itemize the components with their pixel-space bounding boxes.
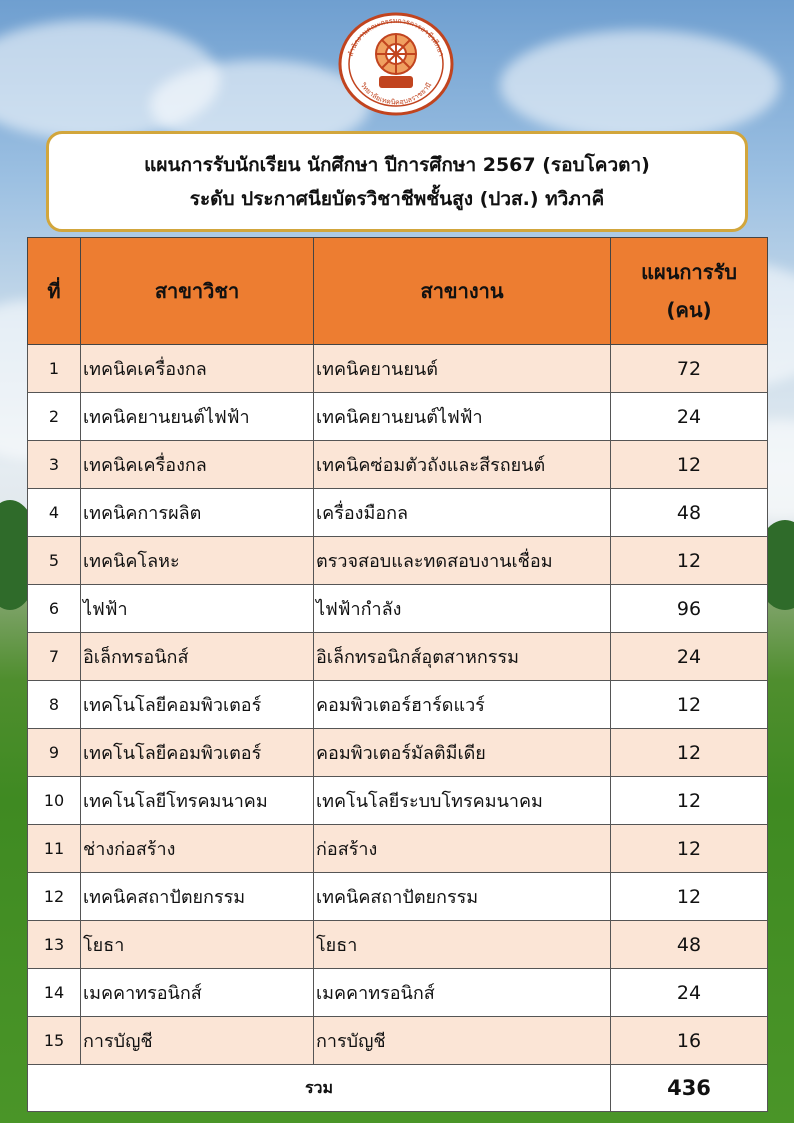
row-field: เทคนิคยานยนต์ไฟฟ้า: [81, 393, 314, 441]
row-no: 5: [28, 537, 81, 585]
row-plan: 48: [611, 921, 768, 969]
row-field: เทคโนโลยีคอมพิวเตอร์: [81, 729, 314, 777]
table-row: [28, 777, 768, 825]
title-box: [46, 131, 748, 232]
row-field: เทคโนโลยีคอมพิวเตอร์: [81, 681, 314, 729]
row-field: การบัญชี: [81, 1017, 314, 1065]
row-major: คอมพิวเตอร์ฮาร์ดแวร์: [314, 681, 611, 729]
row-field: เทคนิคเครื่องกล: [81, 441, 314, 489]
row-no: 15: [28, 1017, 81, 1065]
row-major: โยธา: [314, 921, 611, 969]
row-major: การบัญชี: [314, 1017, 611, 1065]
header-field: สาขาวิชา: [81, 238, 314, 345]
row-field: เทคนิคการผลิต: [81, 489, 314, 537]
row-major: เทคโนโลยีระบบโทรคมนาคม: [314, 777, 611, 825]
row-no: 4: [28, 489, 81, 537]
table-row: [28, 585, 768, 633]
row-field: เทคโนโลยีโทรคมนาคม: [81, 777, 314, 825]
row-major: เทคนิคยานยนต์: [314, 345, 611, 393]
header-major: สาขางาน: [314, 238, 611, 345]
row-no: 2: [28, 393, 81, 441]
row-plan: 24: [611, 969, 768, 1017]
row-plan: 16: [611, 1017, 768, 1065]
table-row: [28, 873, 768, 921]
table-row: [28, 489, 768, 537]
college-seal-logo: [337, 12, 455, 116]
table-header-row: [28, 238, 768, 345]
row-no: 12: [28, 873, 81, 921]
row-field: โยธา: [81, 921, 314, 969]
row-major: เทคนิคยานยนต์ไฟฟ้า: [314, 393, 611, 441]
row-no: 7: [28, 633, 81, 681]
title-line-2: ระดับ ประกาศนียบัตรวิชาชีพชั้นสูง (ปวส.) ทวิภาคี: [189, 187, 605, 210]
header-plan-line2: (คน): [666, 298, 712, 322]
table-row: [28, 633, 768, 681]
row-field: เทคนิคเครื่องกล: [81, 345, 314, 393]
table-row: [28, 969, 768, 1017]
row-major: เทคนิคสถาปัตยกรรม: [314, 873, 611, 921]
row-no: 13: [28, 921, 81, 969]
table-row: [28, 1017, 768, 1065]
row-major: ก่อสร้าง: [314, 825, 611, 873]
table-row: [28, 681, 768, 729]
header-no: ที่: [28, 238, 81, 345]
row-plan: 12: [611, 873, 768, 921]
row-plan: 12: [611, 681, 768, 729]
table-row: [28, 537, 768, 585]
row-field: ไฟฟ้า: [81, 585, 314, 633]
title-line-1: แผนการรับนักเรียน นักศึกษา ปีการศึกษา 2567 (รอบโควตา): [144, 153, 650, 176]
row-plan: 96: [611, 585, 768, 633]
table-row: [28, 729, 768, 777]
table-row: [28, 921, 768, 969]
row-field: เทคนิคโลหะ: [81, 537, 314, 585]
row-plan: 12: [611, 729, 768, 777]
row-plan: 24: [611, 633, 768, 681]
table-row: [28, 825, 768, 873]
header-plan-line1: แผนการรับ: [641, 260, 737, 284]
row-plan: 12: [611, 777, 768, 825]
row-no: 14: [28, 969, 81, 1017]
row-major: เครื่องมือกล: [314, 489, 611, 537]
table-row: [28, 441, 768, 489]
row-plan: 24: [611, 393, 768, 441]
table-row: [28, 393, 768, 441]
row-no: 1: [28, 345, 81, 393]
row-major: เทคนิคซ่อมตัวถังและสีรถยนต์: [314, 441, 611, 489]
svg-text:วิทยาลัยเทคนิคอุบลราชธานี: วิทยาลัยเทคนิคอุบลราชธานี: [358, 81, 434, 107]
svg-text:สำนักงานคณะกรรมการการอาชีวศึกษ: สำนักงานคณะกรรมการการอาชีวศึกษา: [346, 16, 446, 58]
row-plan: 12: [611, 441, 768, 489]
header-plan: [611, 238, 768, 345]
row-plan: 12: [611, 537, 768, 585]
row-major: ตรวจสอบและทดสอบงานเชื่อม: [314, 537, 611, 585]
row-field: อิเล็กทรอนิกส์: [81, 633, 314, 681]
row-no: 6: [28, 585, 81, 633]
admission-plan-table: [27, 237, 768, 1112]
row-major: เมคคาทรอนิกส์: [314, 969, 611, 1017]
row-no: 8: [28, 681, 81, 729]
row-plan: 48: [611, 489, 768, 537]
row-plan: 72: [611, 345, 768, 393]
row-no: 11: [28, 825, 81, 873]
row-field: เมคคาทรอนิกส์: [81, 969, 314, 1017]
total-value: 436: [611, 1065, 768, 1112]
row-no: 9: [28, 729, 81, 777]
row-major: อิเล็กทรอนิกส์อุตสาหกรรม: [314, 633, 611, 681]
total-row: [28, 1065, 768, 1112]
row-plan: 12: [611, 825, 768, 873]
row-major: ไฟฟ้ากำลัง: [314, 585, 611, 633]
row-no: 10: [28, 777, 81, 825]
row-major: คอมพิวเตอร์มัลติมีเดีย: [314, 729, 611, 777]
row-no: 3: [28, 441, 81, 489]
total-label: รวม: [28, 1065, 611, 1112]
row-field: ช่างก่อสร้าง: [81, 825, 314, 873]
table-row: [28, 345, 768, 393]
row-field: เทคนิคสถาปัตยกรรม: [81, 873, 314, 921]
